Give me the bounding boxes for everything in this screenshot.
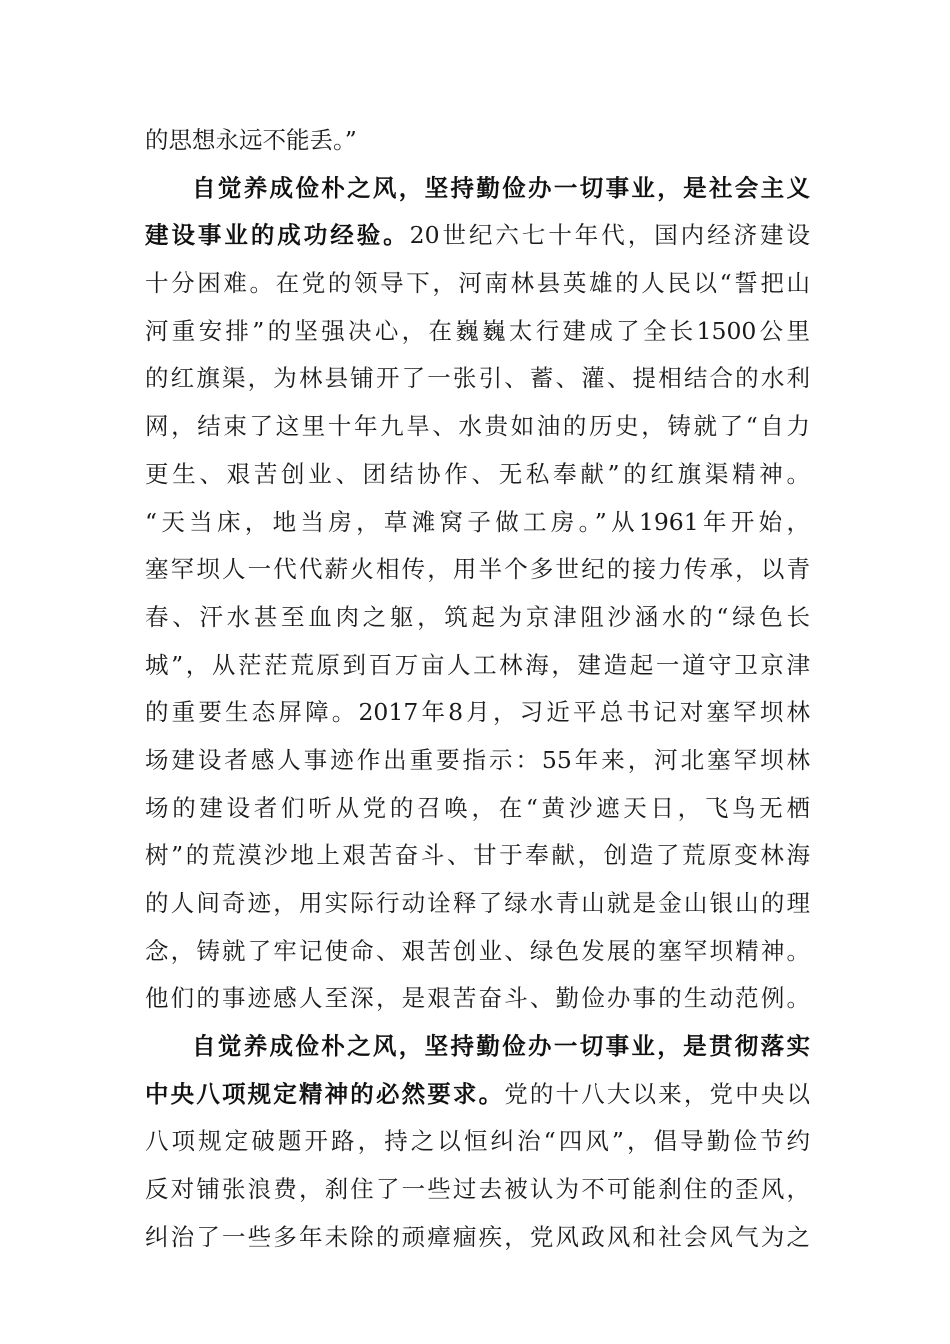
text-line: 反对铺张浪费，刹住了一些过去被认为不可能刹住的歪风，: [145, 1175, 810, 1204]
text-line: 春、汗水甚至血肉之躯，筑起为京津阻沙涵水的“绿色长: [145, 602, 810, 631]
body-text: [145, 117, 810, 1262]
bold-heading: 自觉养成俭朴之风，坚持勤俭办一切事业，是贯彻落实: [192, 1032, 810, 1061]
text-line: 的红旗渠，为林县铺开了一张引、蓄、灌、提相结合的水利: [145, 364, 810, 393]
text-line: 场建设者感人事迹作出重要指示：55年来，河北塞罕坝林: [145, 745, 810, 774]
text-line: 中央八项规定精神的必然要求。党的十八大以来，党中央以: [145, 1079, 811, 1108]
text-line: 塞罕坝人一代代薪火相传，用半个多世纪的接力传承，以青: [145, 555, 810, 584]
text-line: 的人间奇迹，用实际行动诠释了绿水青山就是金山银山的理: [145, 889, 810, 917]
text-line: 城”，从茫茫荒原到百万亩人工林海，建造起一道守卫京津: [145, 650, 810, 679]
paragraph-heading-line: [145, 1023, 810, 1071]
text-line: 的重要生态屏障。2017年8月，习近平总书记对塞罕坝林: [145, 698, 810, 727]
text-line: 八项规定破题开路，持之以恒纠治“四风”，倡导勤俭节约: [145, 1127, 810, 1156]
bold-heading: 中央八项规定精神的必然要求。: [145, 1079, 505, 1108]
text-line: 河重安排”的坚强决心，在巍巍太行建成了全长1500公里: [145, 316, 810, 345]
text-line: “天当床，地当房，草滩窝子做工房。”从1961年开始，: [145, 507, 810, 536]
text-line: 他们的事迹感人至深，是艰苦奋斗、勤俭办事的生动范例。: [145, 984, 810, 1013]
bold-heading: 自觉养成俭朴之风，坚持勤俭办一切事业，是社会主义: [192, 173, 810, 202]
text-line: 的思想永远不能丢。”: [145, 126, 357, 154]
text-line: 更生、艰苦创业、团结协作、无私奉献”的红旗渠精神。: [145, 459, 810, 488]
text-line: 念，铸就了牢记使命、艰苦创业、绿色发展的塞罕坝精神。: [145, 936, 810, 965]
text-line: 树”的荒漠沙地上艰苦奋斗、甘于奉献，创造了荒原变林海: [145, 841, 810, 870]
text-line: 网，结束了这里十年九旱、水贵如油的历史，铸就了“自力: [145, 412, 810, 441]
paragraph-heading-line: [145, 165, 810, 213]
text-line: 十分困难。在党的领导下，河南林县英雄的人民以“誓把山: [145, 269, 810, 298]
bold-heading: 建设事业的成功经验。: [145, 221, 410, 250]
text-line: 建设事业的成功经验。20世纪六七十年代，国内经济建设: [145, 221, 810, 250]
text-line: 场的建设者们听从党的召唤，在“黄沙遮天日，飞鸟无栖: [145, 793, 810, 822]
text-line: 纠治了一些多年未除的顽瘴痼疾，党风政风和社会风气为之: [145, 1222, 810, 1251]
